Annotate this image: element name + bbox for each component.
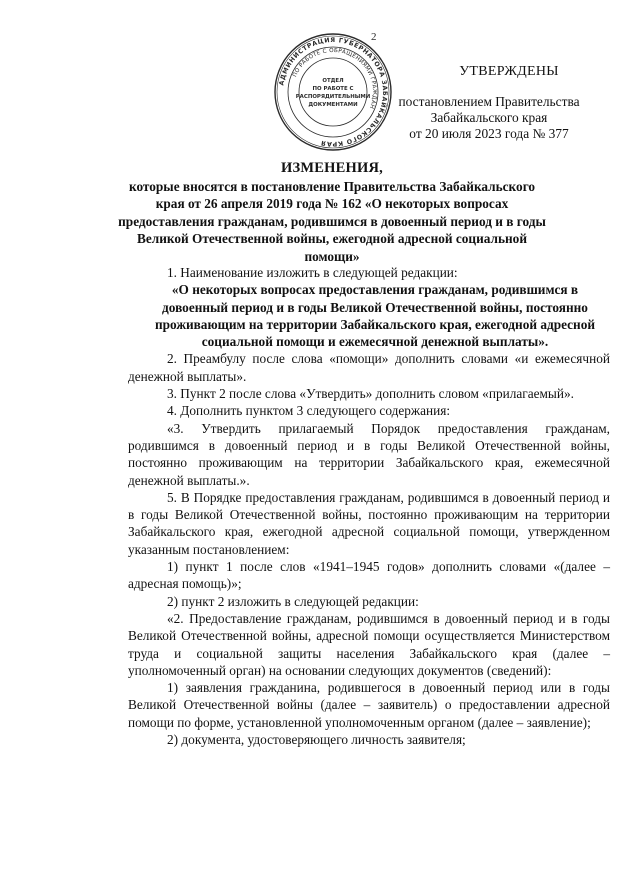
paragraph: 2) документа, удостоверяющего личность заявителя; [167,732,466,748]
paragraph: 3. Пункт 2 после слова «Утвердить» дополнить словом «прилагаемый». [167,386,574,402]
paragraph-quote: «2. Предоставление гражданам, родившимся в довоенный период и в годы Великой Отечественной войны, адресной помощи осуществляется Министерством труда и социальной защиты населения Забайкальского края (далее – уполномоченный орган) на основании следующих документов (сведений): [128,610,610,678]
svg-text:2: 2 [371,31,377,43]
paragraph: 4. Дополнить пунктом 3 следующего содержания: [167,403,451,419]
paragraph: 1. Наименование изложить в следующей редакции: [167,265,458,280]
approval-line-1: постановлением Правительства [398,94,580,109]
svg-text:ПО РАБОТЕ С: ПО РАБОТЕ С [312,86,354,92]
approval-line-2: Забайкальского края [430,110,548,125]
approved-label: УТВЕРЖДЕНЫ [459,64,559,79]
paragraph-quote: «3. Утвердить прилагаемый Порядок предоставления гражданам, родившимся в довоенный период и в годы Великой Отечественной войны, постоянно проживающим на территории Забайкальского края, ежемесячной денежной выплаты.». [128,420,610,488]
svg-text:ПО РАБОТЕ С ОБРАЩЕНИЯМИ ГРАЖДА: ПО РАБОТЕ С ОБРАЩЕНИЯМИ ГРАЖДАН [292,47,378,110]
new-title-quote: «О некоторых вопросах предоставления гражданам, родившимся в довоенный период и в годы Великой Отечественной войны, постоянно проживающим на территории Забайкальского края, ежегодной адресной социальной помощи и ежемесячной денежной выплаты». [154,282,596,350]
heading-subtitle: которые вносятся в постановление Правительства Забайкальского края от 26 апреля 2019 года № 162 «О некоторых вопросах предоставления гражданам, родившимся в довоенный период и в годы Великой Отечественной войны, ежегодной адресной социальной помощи» [118,178,546,264]
document-body [128,264,610,748]
paragraph: 2) пункт 2 изложить в следующей редакции: [167,593,419,609]
heading-title: ИЗМЕНЕНИЯ, [281,160,383,176]
document-heading [118,160,546,266]
svg-text:ДОКУМЕНТАМИ: ДОКУМЕНТАМИ [308,102,358,108]
svg-text:АДМИНИСТРАЦИЯ ГУБЕРНАТОРА ЗАБА: АДМИНИСТРАЦИЯ ГУБЕРНАТОРА ЗАБАЙКАЛЬСКОГО КРАЯ [278,36,389,148]
svg-text:ОТДЕЛ: ОТДЕЛ [322,78,344,84]
paragraph: 1) заявления гражданина, родившегося в довоенный период или в годы Великой Отечественной войны (далее – заявитель) о предоставлении адресной помощи по форме, установленной уполномоченным органом (далее – заявление); [128,680,610,730]
svg-text:РАСПОРЯДИТЕЛЬНЫМИ: РАСПОРЯДИТЕЛЬНЫМИ [295,94,371,100]
paragraph: 1) пункт 1 после слов «1941–1945 годов» дополнить словами «(далее – адресная помощь)»; [128,559,610,592]
paragraph: 5. В Порядке предоставления гражданам, родившимся в довоенный период и в годы Великой Отечественной войны, постоянно проживающим на территории Забайкальского края, ежегодной адресной социальной помощи, утвержденном указанным постановлением: [128,489,610,557]
approval-block [384,64,594,142]
paragraph: 2. Преамбулу после слова «помощи» дополнить словами «и ежемесячной денежной выплаты». [128,351,610,384]
approval-line-3: от 20 июля 2023 года № 377 [409,126,569,141]
official-stamp [271,30,395,154]
